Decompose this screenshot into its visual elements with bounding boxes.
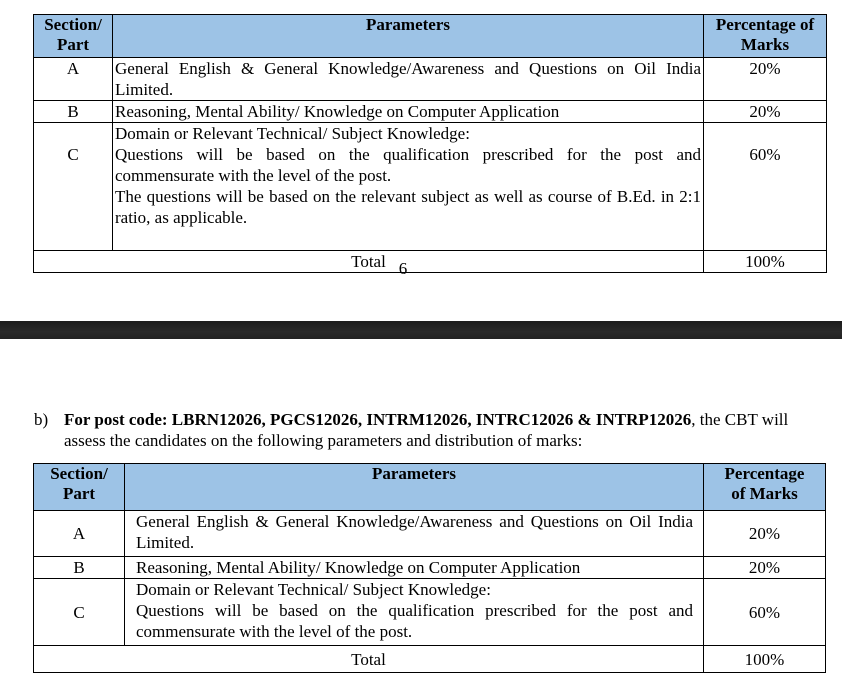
parameters-cell: Reasoning, Mental Ability/ Knowledge on Computer Application [125,557,704,579]
total-label: Total [34,646,704,673]
total-row [34,646,826,673]
section-cell: A [34,511,125,557]
percentage-cell: 20% [704,511,826,557]
page-separator [0,321,842,339]
parameter-line: Questions will be based on the qualification prescribed for the post and commensurate with the level of the post. [115,145,701,185]
table-row [34,101,827,123]
list-marker: b) [34,410,49,429]
header-section-part: Section/ Part [34,464,125,511]
page-number: 6 [398,259,408,278]
parameters-cell: Reasoning, Mental Ability/ Knowledge on Computer Application [113,101,704,123]
percentage-cell: 60% [704,579,826,646]
percentage-cell: 20% [704,58,827,101]
parameters-cell: General English & General Knowledge/Awareness and Questions on Oil India Limited. [113,58,704,101]
table-row [34,58,827,101]
table-row [34,123,827,251]
marks-distribution-table-b [33,463,826,673]
parameters-cell [113,123,704,251]
section-cell: A [34,58,113,101]
percentage-cell: 60% [704,123,827,251]
table-row [34,579,826,646]
post-codes: For post code: LBRN12026, PGCS12026, INTRM12026, INTRC12026 & INTRP12026 [64,410,692,429]
section-cell: B [34,557,125,579]
header-parameters: Parameters [113,15,704,58]
marks-distribution-table-a [33,14,827,273]
total-percentage: 100% [704,646,826,673]
table-row [34,511,826,557]
header-section-part: Section/ Part [34,15,113,58]
document-page-6 [0,0,842,321]
parameters-cell: General English & General Knowledge/Awareness and Questions on Oil India Limited. [125,511,704,557]
section-cell: C [34,123,113,251]
parameter-line: Questions will be based on the qualification prescribed for the post and commensurate with the level of the post. [136,601,693,641]
intro-paragraph [64,409,826,451]
table-header-row [34,15,827,58]
section-cell: C [34,579,125,646]
header-parameters: Parameters [125,464,704,511]
parameters-cell [125,579,704,646]
percentage-cell: 20% [704,557,826,579]
header-percentage: Percentage of Marks [704,15,827,58]
table-row [34,557,826,579]
total-percentage: 100% [704,251,827,273]
document-page-7 [0,339,842,677]
total-label: Total [34,251,704,273]
section-b-intro [34,409,826,451]
percentage-cell: 20% [704,101,827,123]
parameter-line: The questions will be based on the relevant subject as well as course of B.Ed. in 2:1 ratio, as applicable. [115,187,701,227]
table-header-row [34,464,826,511]
section-cell: B [34,101,113,123]
header-percentage: Percentage of Marks [704,464,826,511]
parameter-line: Domain or Relevant Technical/ Subject Knowledge: [115,124,470,143]
parameter-line: Domain or Relevant Technical/ Subject Knowledge: [136,580,491,599]
intro-rest: , the CBT will assess the candidates on the following parameters and distribution of marks: [64,410,789,450]
